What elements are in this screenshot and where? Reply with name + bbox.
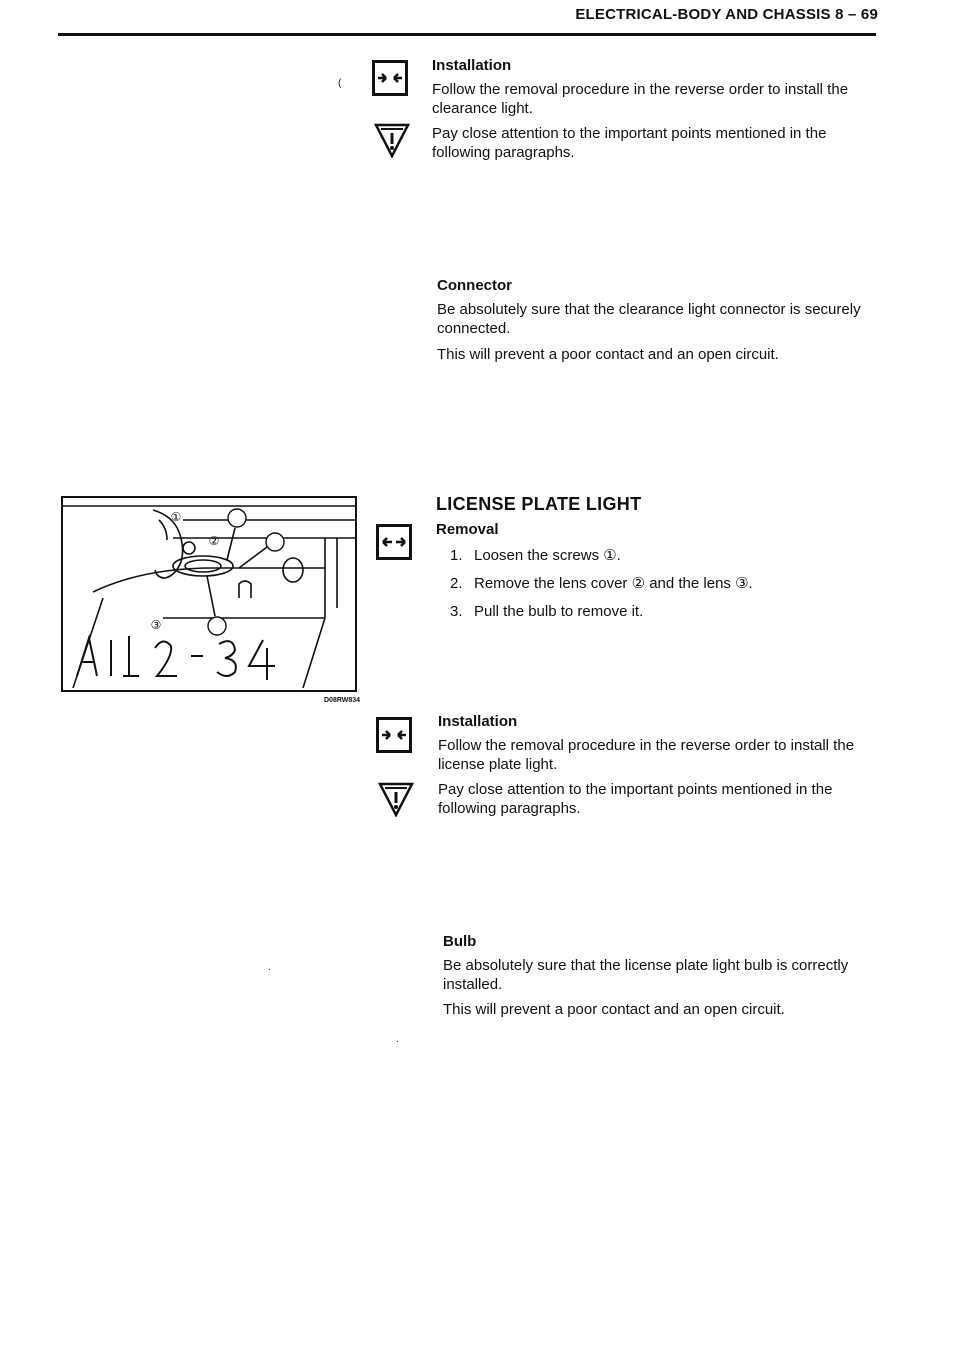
stray-mark: .	[268, 962, 271, 973]
callout-2: ②	[208, 534, 220, 548]
installation-heading: Installation	[438, 713, 518, 730]
bulb-heading: Bulb	[443, 933, 477, 950]
installation-icon	[372, 60, 408, 96]
bulb-text-2: This will prevent a poor contact and an open circuit.	[443, 1001, 785, 1018]
section-title: LICENSE PLATE LIGHT	[436, 494, 642, 514]
stray-mark: .	[396, 1034, 399, 1045]
step-item: 1. Loosen the screws ①.	[450, 547, 621, 564]
installation-text: Follow the removal procedure in the reverse order to install the license plate light.	[438, 737, 855, 773]
stray-mark: (	[338, 78, 342, 89]
removal-steps	[450, 546, 870, 630]
connector-text-2: This will prevent a poor contact and an open circuit.	[437, 346, 779, 363]
figure-code: D08RW834	[324, 697, 361, 704]
license-plate-illustration	[63, 498, 355, 690]
installation-text: Follow the removal procedure in the reverse order to install the clearance light.	[432, 81, 849, 117]
attention-text: Pay close attention to the important points mentioned in the following paragraphs.	[432, 125, 827, 161]
bulb-text: Be absolutely sure that the license plate light bulb is correctly installed.	[443, 957, 849, 993]
connector-text: Be absolutely sure that the clearance light connector is securely connected.	[437, 301, 861, 337]
header-rule	[58, 33, 876, 36]
page-header: ELECTRICAL-BODY AND CHASSIS 8 – 69	[575, 6, 878, 23]
installation-heading: Installation	[432, 57, 512, 74]
connector-heading: Connector	[437, 277, 512, 294]
step-item: 3. Pull the bulb to remove it.	[450, 603, 644, 620]
removal-icon	[376, 524, 412, 560]
important-icon	[377, 781, 415, 817]
installation-icon	[376, 717, 412, 753]
callout-1: ①	[170, 510, 182, 524]
callout-3: ③	[150, 618, 162, 632]
removal-heading: Removal	[436, 521, 499, 538]
attention-text: Pay close attention to the important points mentioned in the following paragraphs.	[438, 781, 833, 817]
license-plate-figure	[61, 496, 357, 692]
step-item: 2. Remove the lens cover ② and the lens ③.	[450, 575, 753, 592]
important-icon	[373, 122, 411, 158]
